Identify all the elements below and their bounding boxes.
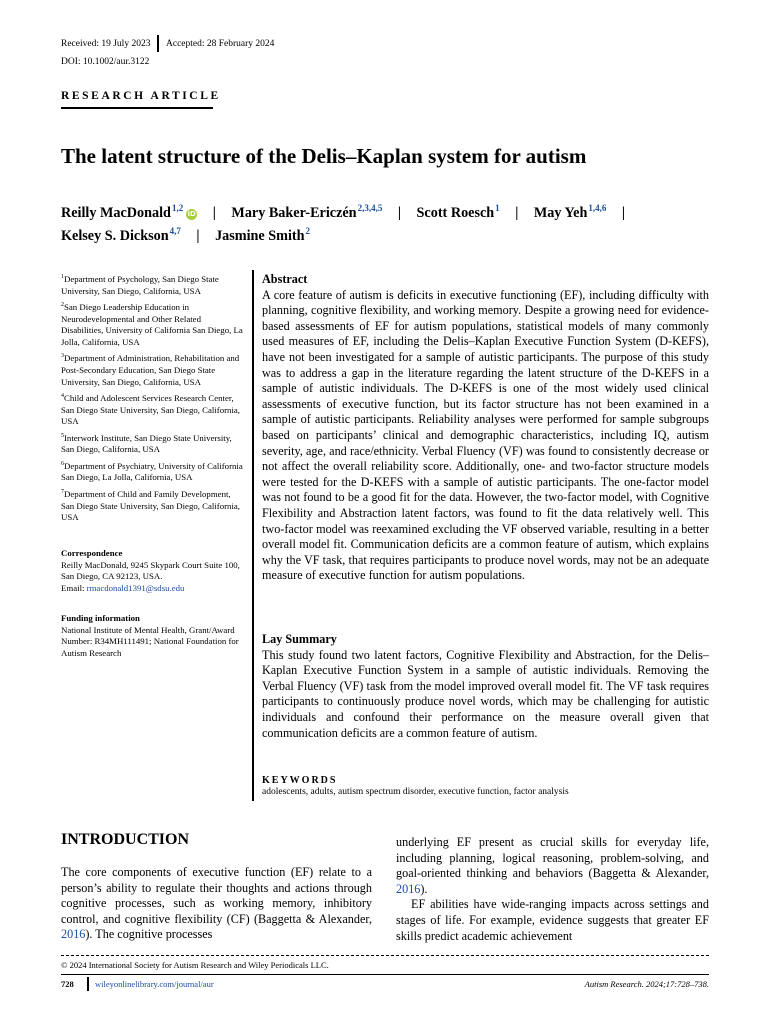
affiliation-item: $^1$Department of Psychology, San Diego State University, San Diego, California, USA (61, 273, 219, 296)
affiliation-item: $^3$Department of Administration, Rehabilitation and Post-Secondary Education, San Diego State University, San Diego, California, USA (61, 353, 240, 387)
footer-divider-vertical (87, 977, 89, 991)
author-name[interactable]: Reilly MacDonald (61, 205, 171, 221)
author-affiliation-sup[interactable]: 2 (305, 226, 311, 236)
author-name[interactable]: Mary Baker-Ericzén (231, 205, 357, 221)
orcid-icon[interactable]: iD (187, 210, 196, 218)
affiliation-item: $^4$Child and Adolescent Services Research Center, San Diego State University, San Diego, California, USA (61, 393, 241, 427)
author-separator: | (397, 205, 401, 221)
author-separator: | (515, 205, 519, 221)
correspondence-email-link[interactable]: rmacdonald1391@sdsu.edu (86, 582, 185, 593)
author-separator: | (196, 228, 200, 244)
affiliation-item: $^6$Department of Psychiatry, University of California San Diego, La Jolla, California, USA (61, 460, 243, 483)
author-affiliation-sup[interactable]: 1,4,6 (588, 203, 607, 213)
journal-url-link[interactable]: wileyonlinelibrary.com/journal/aur (95, 979, 214, 989)
correspondence-email-line: Email: rmacdonald1391@sdsu.edu (61, 582, 185, 593)
lay-summary-heading: Lay Summary (262, 632, 337, 646)
introduction-paragraph: underlying EF present as crucial skills for everyday life, including planning, logical reasoning, problem-solving, and goal-oriented thinking and behaviors (Baggetta & Alexander, 2016). (396, 835, 709, 896)
received-date: Received: 19 July 2023 (61, 39, 151, 49)
section-underline (61, 107, 213, 109)
author-affiliation-sup[interactable]: 1 (495, 203, 500, 213)
abstract-block (262, 272, 709, 584)
page-number: 728 (61, 979, 74, 989)
author-affiliation-sup[interactable]: 1,2 (171, 203, 184, 213)
author-name[interactable]: Jasmine Smith (215, 228, 305, 244)
correspondence-heading: Correspondence (61, 548, 123, 558)
author-affiliation-sup[interactable]: 4,7 (169, 226, 181, 236)
footer-rule (61, 974, 709, 975)
keywords-text: adolescents, adults, autism spectrum disorder, executive function, factor analysis (262, 787, 569, 797)
lay-summary-text: This study found two latent factors, Cognitive Flexibility and Abstraction, for the Delis–Kaplan Executive Function System in a sample of autistic individuals. Removing the Verbal Fluency (VF) task from the model improved overall model fit. The VF task requires participants to continuously produce novel words, which may be challenging for autistic individuals and confound their performance on the measure overall given that communication deficits are a common feature of autism. (262, 647, 709, 740)
affiliation-item: $^7$Department of Child and Family Development, San Diego State University, San Diego, California, USA (61, 488, 241, 523)
copyright: © 2024 International Society for Autism Research and Wiley Periodicals LLC. (61, 960, 329, 970)
affiliation-item: $^5$Interwork Institute, San Diego State University, San Diego, California, USA (61, 432, 232, 455)
affiliation-item: $^2$San Diego Leadership Education in Neurodevelopmental and Other Related Disabilities, University of California San Diego, La Jolla, California, USA (61, 302, 243, 347)
abstract-heading: Abstract (262, 272, 308, 286)
citation-link[interactable]: 2016 (61, 927, 86, 942)
funding-heading: Funding information (61, 613, 140, 623)
introduction-paragraph: EF abilities have wide-ranging impacts across settings and stages of life. For example, evidence suggests that greater EF skills predict academic achievement (396, 897, 709, 943)
author-name[interactable]: May Yeh (533, 205, 588, 221)
doi[interactable]: DOI: 10.1002/aur.3122 (61, 57, 150, 67)
introduction-left-column: The core components of executive function (EF) relate to a person’s ability to regulate their thoughts and actions through cognitive processes, such as working memory, inhibitory control, and cognitive flexibility (CF) (Baggetta & Alexander, 2016). The cognitive processes (61, 865, 372, 942)
journal-citation: Autism Research. 2024;17:728–738. (584, 979, 709, 989)
section-label: RESEARCH ARTICLE (61, 90, 221, 102)
keywords-block (262, 775, 709, 798)
lay-summary-block (262, 632, 709, 741)
correspondence-block (61, 548, 244, 594)
citation-link[interactable]: 2016 (396, 881, 421, 896)
abstract-rule (252, 270, 254, 801)
introduction-heading: INTRODUCTION (61, 831, 190, 848)
introduction-right-column (396, 835, 709, 944)
author-separator: | (212, 205, 216, 221)
author-name[interactable]: Kelsey S. Dickson (61, 228, 169, 244)
header-divider (157, 35, 159, 52)
footer-divider (61, 955, 709, 957)
article-title: The latent structure of the Delis–Kaplan system for autism (61, 144, 587, 168)
abstract-text: A core feature of autism is deficits in executive functioning (EF), including difficulty with planning, cognitive flexibility, and working memory. Despite a growing need for evidence-based assessments of EF for autism populations, statistical models of many commonly used measures of EF, including the Delis–Kaplan Executive Function System (D-KEFS), have not been investigated for a sample of autistic participants. The purpose of this study was to address a gap in the literature regarding the latent structure of the D-KEFS in a sample of autistic individuals. The D-KEFS is one of the most widely used clinical assessments of executive function, but its factor structure has not been examined in a sample of autistic participants. Reliability analyses were performed for sample subgroups based on participants’ clinical and demographic characteristics, including IQ, autism severity, age, and race/ethnicity. Verbal Fluency (VF) was found to consistently decrease or not affect the overall reliability score. Additionally, one- and two-factor structure models were tested for the D-KEFS with a sample of autistic participants. The one-factor model was not found to be a good fit for the data. However, the two-factor model, with Cognitive Flexibility and Abstraction latent factors, was found to fit the data relatively well. This two-factor model was reexamined excluding the VF observed variable, resulting in a better overall model fit. Communication deficits are a common feature of autism, which explains why the VF task, that requires participants to produce novel words, may not be an adequate measure of executive function for autism populations. (262, 287, 709, 583)
funding-text: National Institute of Mental Health, Grant/Award Number: R34MH111491; National Foundation for Autism Research (61, 624, 239, 658)
keywords-heading: KEYWORDS (262, 775, 338, 786)
authors-line-2 (61, 220, 310, 247)
accepted-date: Accepted: 28 February 2024 (166, 39, 275, 49)
author-separator: | (621, 205, 626, 221)
affiliations-column (61, 272, 244, 527)
author-name[interactable]: Scott Roesch (416, 205, 495, 221)
correspondence-text: Reilly MacDonald, 9245 Skypark Court Suite 100, San Diego, CA 92123, USA. (61, 559, 240, 582)
author-affiliation-sup[interactable]: 2,3,4,5 (357, 203, 383, 213)
funding-block (61, 613, 244, 659)
